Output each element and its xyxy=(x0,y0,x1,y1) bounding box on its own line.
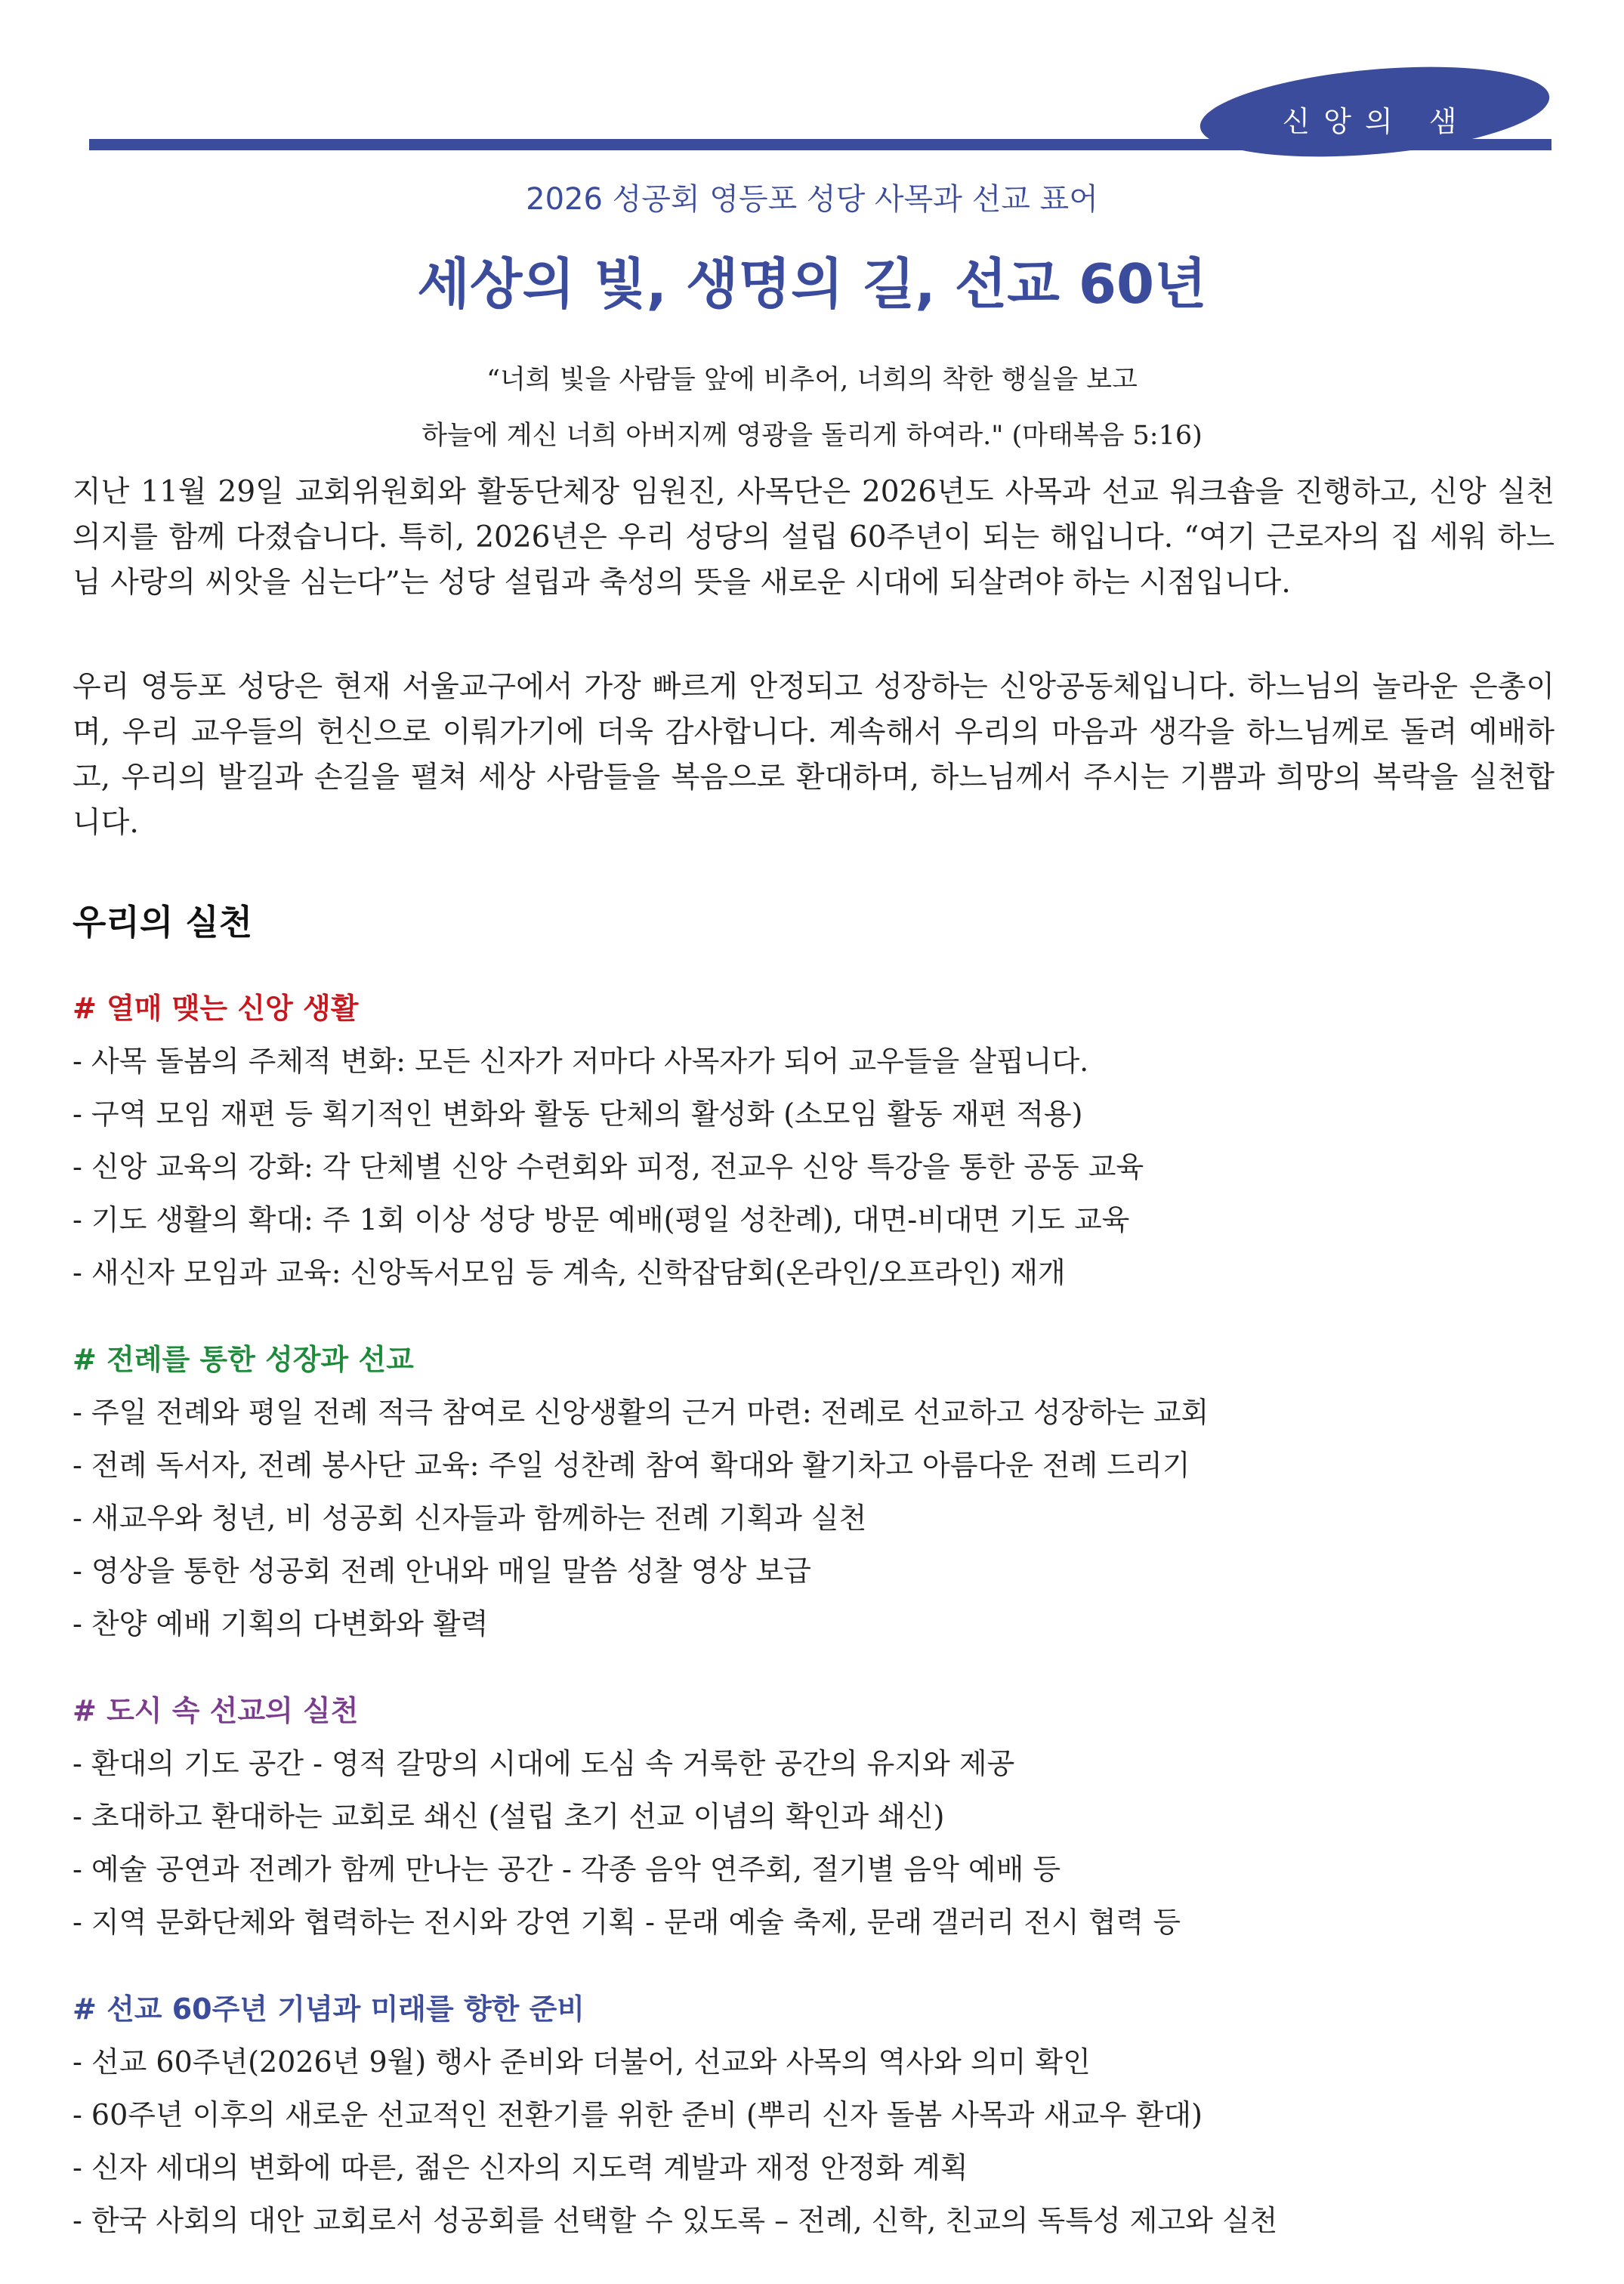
list-item: - 신자 세대의 변화에 따른, 젊은 신자의 지도력 계발과 재정 안정화 계획 xyxy=(73,2151,968,2184)
group-heading: # 열매 맺는 신앙 생활 xyxy=(73,992,359,1025)
page-title: 세상의 빛, 생명의 길, 선교 60년 xyxy=(417,252,1207,316)
list-item: - 전례 독서자, 전례 봉사단 교육: 주일 성찬례 참여 확대와 활기차고 아름다운 전례 드리기 xyxy=(73,1449,1190,1482)
practice-group-60th-anniversary xyxy=(73,1983,1568,2247)
header-tag-label: 신앙의 샘 xyxy=(1282,105,1471,138)
list-item: - 초대하고 환대하는 교회로 쇄신 (설립 초기 선교 이념의 확인과 쇄신) xyxy=(73,1800,945,1833)
intro-paragraph-1: 지난 11월 29일 교회위원회와 활동단체장 임원진, 사목단은 2026년도 사목과 선교 워크숍을 진행하고, 신앙 실천 의지를 함께 다졌습니다. 특히, 2026년은 우리 성당의 설립 60주년이 되는 해입니다. “여기 근로자의 집 세워 하느님 사랑의 씨앗을 심는다”는 성당 설립과 축성의 뜻을 새로운 시대에 되살려야 하는 시점입니다. xyxy=(73,475,1555,600)
list-item: - 새교우와 청년, 비 성공회 신자들과 함께하는 전례 기획과 실천 xyxy=(73,1502,867,1535)
scripture-quote xyxy=(0,352,1624,464)
list-item: - 선교 60주년(2026년 9월) 행사 준비와 더불어, 선교와 사목의 역사와 의미 확인 xyxy=(73,2045,1091,2079)
list-item: - 기도 생활의 확대: 주 1회 이상 성당 방문 예배(평일 성찬례), 대면-비대면 기도 교육 xyxy=(73,1203,1130,1236)
practice-group-liturgy xyxy=(73,1333,1568,1650)
group-heading: # 선교 60주년 기념과 미래를 향한 준비 xyxy=(73,1992,585,2026)
group-heading: # 도시 속 선교의 실천 xyxy=(73,1694,359,1727)
quote-line-2: 하늘에 계신 너희 아버지께 영광을 돌리게 하여라." (마태복음 5:16) xyxy=(421,421,1203,451)
list-item: - 예술 공연과 전례가 함께 만나는 공간 - 각종 음악 연주회, 절기별 음악 예배 등 xyxy=(73,1853,1061,1886)
list-item: - 신앙 교육의 강화: 각 단체별 신앙 수련회와 피정, 전교우 신앙 특강을 통한 공동 교육 xyxy=(73,1150,1144,1184)
practice-group-faith-life xyxy=(73,982,1568,1299)
practice-heading: 우리의 실천 xyxy=(73,902,253,943)
list-item: - 사목 돌봄의 주체적 변화: 모든 신자가 저마다 사목자가 되어 교우들을 살핍니다. xyxy=(73,1045,1089,1078)
quote-line-1: “너희 빛을 사람들 앞에 비추어, 너희의 착한 행실을 보고 xyxy=(486,365,1138,395)
list-item: - 영상을 통한 성공회 전례 안내와 매일 말씀 성찰 영상 보급 xyxy=(73,1554,811,1588)
list-item: - 60주년 이후의 새로운 선교적인 전환기를 위한 준비 (뿌리 신자 돌봄 사목과 새교우 환대) xyxy=(73,2098,1203,2131)
intro-paragraph-2: 우리 영등포 성당은 현재 서울교구에서 가장 빠르게 안정되고 성장하는 신앙공동체입니다. 하느님의 놀라운 은총이며, 우리 교우들의 헌신으로 이뤄가기에 더욱 감사합니다. 계속해서 우리의 마음과 생각을 하느님께로 돌려 예배하고, 우리의 발길과 손길을 펼쳐 세상 사람들을 복음으로 환대하며, 하느님께서 주시는 기쁨과 희망의 복락을 실천합니다. xyxy=(73,670,1555,840)
practice-group-urban-mission xyxy=(73,1684,1568,1949)
list-item: - 주일 전례와 평일 전례 적극 참여로 신앙생활의 근거 마련: 전례로 선교하고 성장하는 교회 xyxy=(73,1396,1209,1429)
subtitle: 2026 성공회 영등포 성당 사목과 선교 표어 xyxy=(526,182,1098,217)
list-item: - 구역 모임 재편 등 획기적인 변화와 활동 단체의 활성화 (소모임 활동 재편 적용) xyxy=(73,1097,1083,1131)
list-item: - 환대의 기도 공간 - 영적 갈망의 시대에 도심 속 거룩한 공간의 유지와 제공 xyxy=(73,1747,1015,1780)
list-item: - 한국 사회의 대안 교회로서 성공회를 선택할 수 있도록 – 전례, 신학, 친교의 독특성 제고와 실천 xyxy=(73,2204,1278,2237)
list-item: - 찬양 예배 기획의 다변화와 활력 xyxy=(73,1607,489,1640)
list-item: - 새신자 모임과 교육: 신앙독서모임 등 계속, 신학잡담회(온라인/오프라인) 재개 xyxy=(73,1256,1066,1289)
list-item: - 지역 문화단체와 협력하는 전시와 강연 기획 - 문래 예술 축제, 문래 갤러리 전시 협력 등 xyxy=(73,1906,1181,1939)
group-heading: # 전례를 통한 성장과 선교 xyxy=(73,1343,414,1376)
